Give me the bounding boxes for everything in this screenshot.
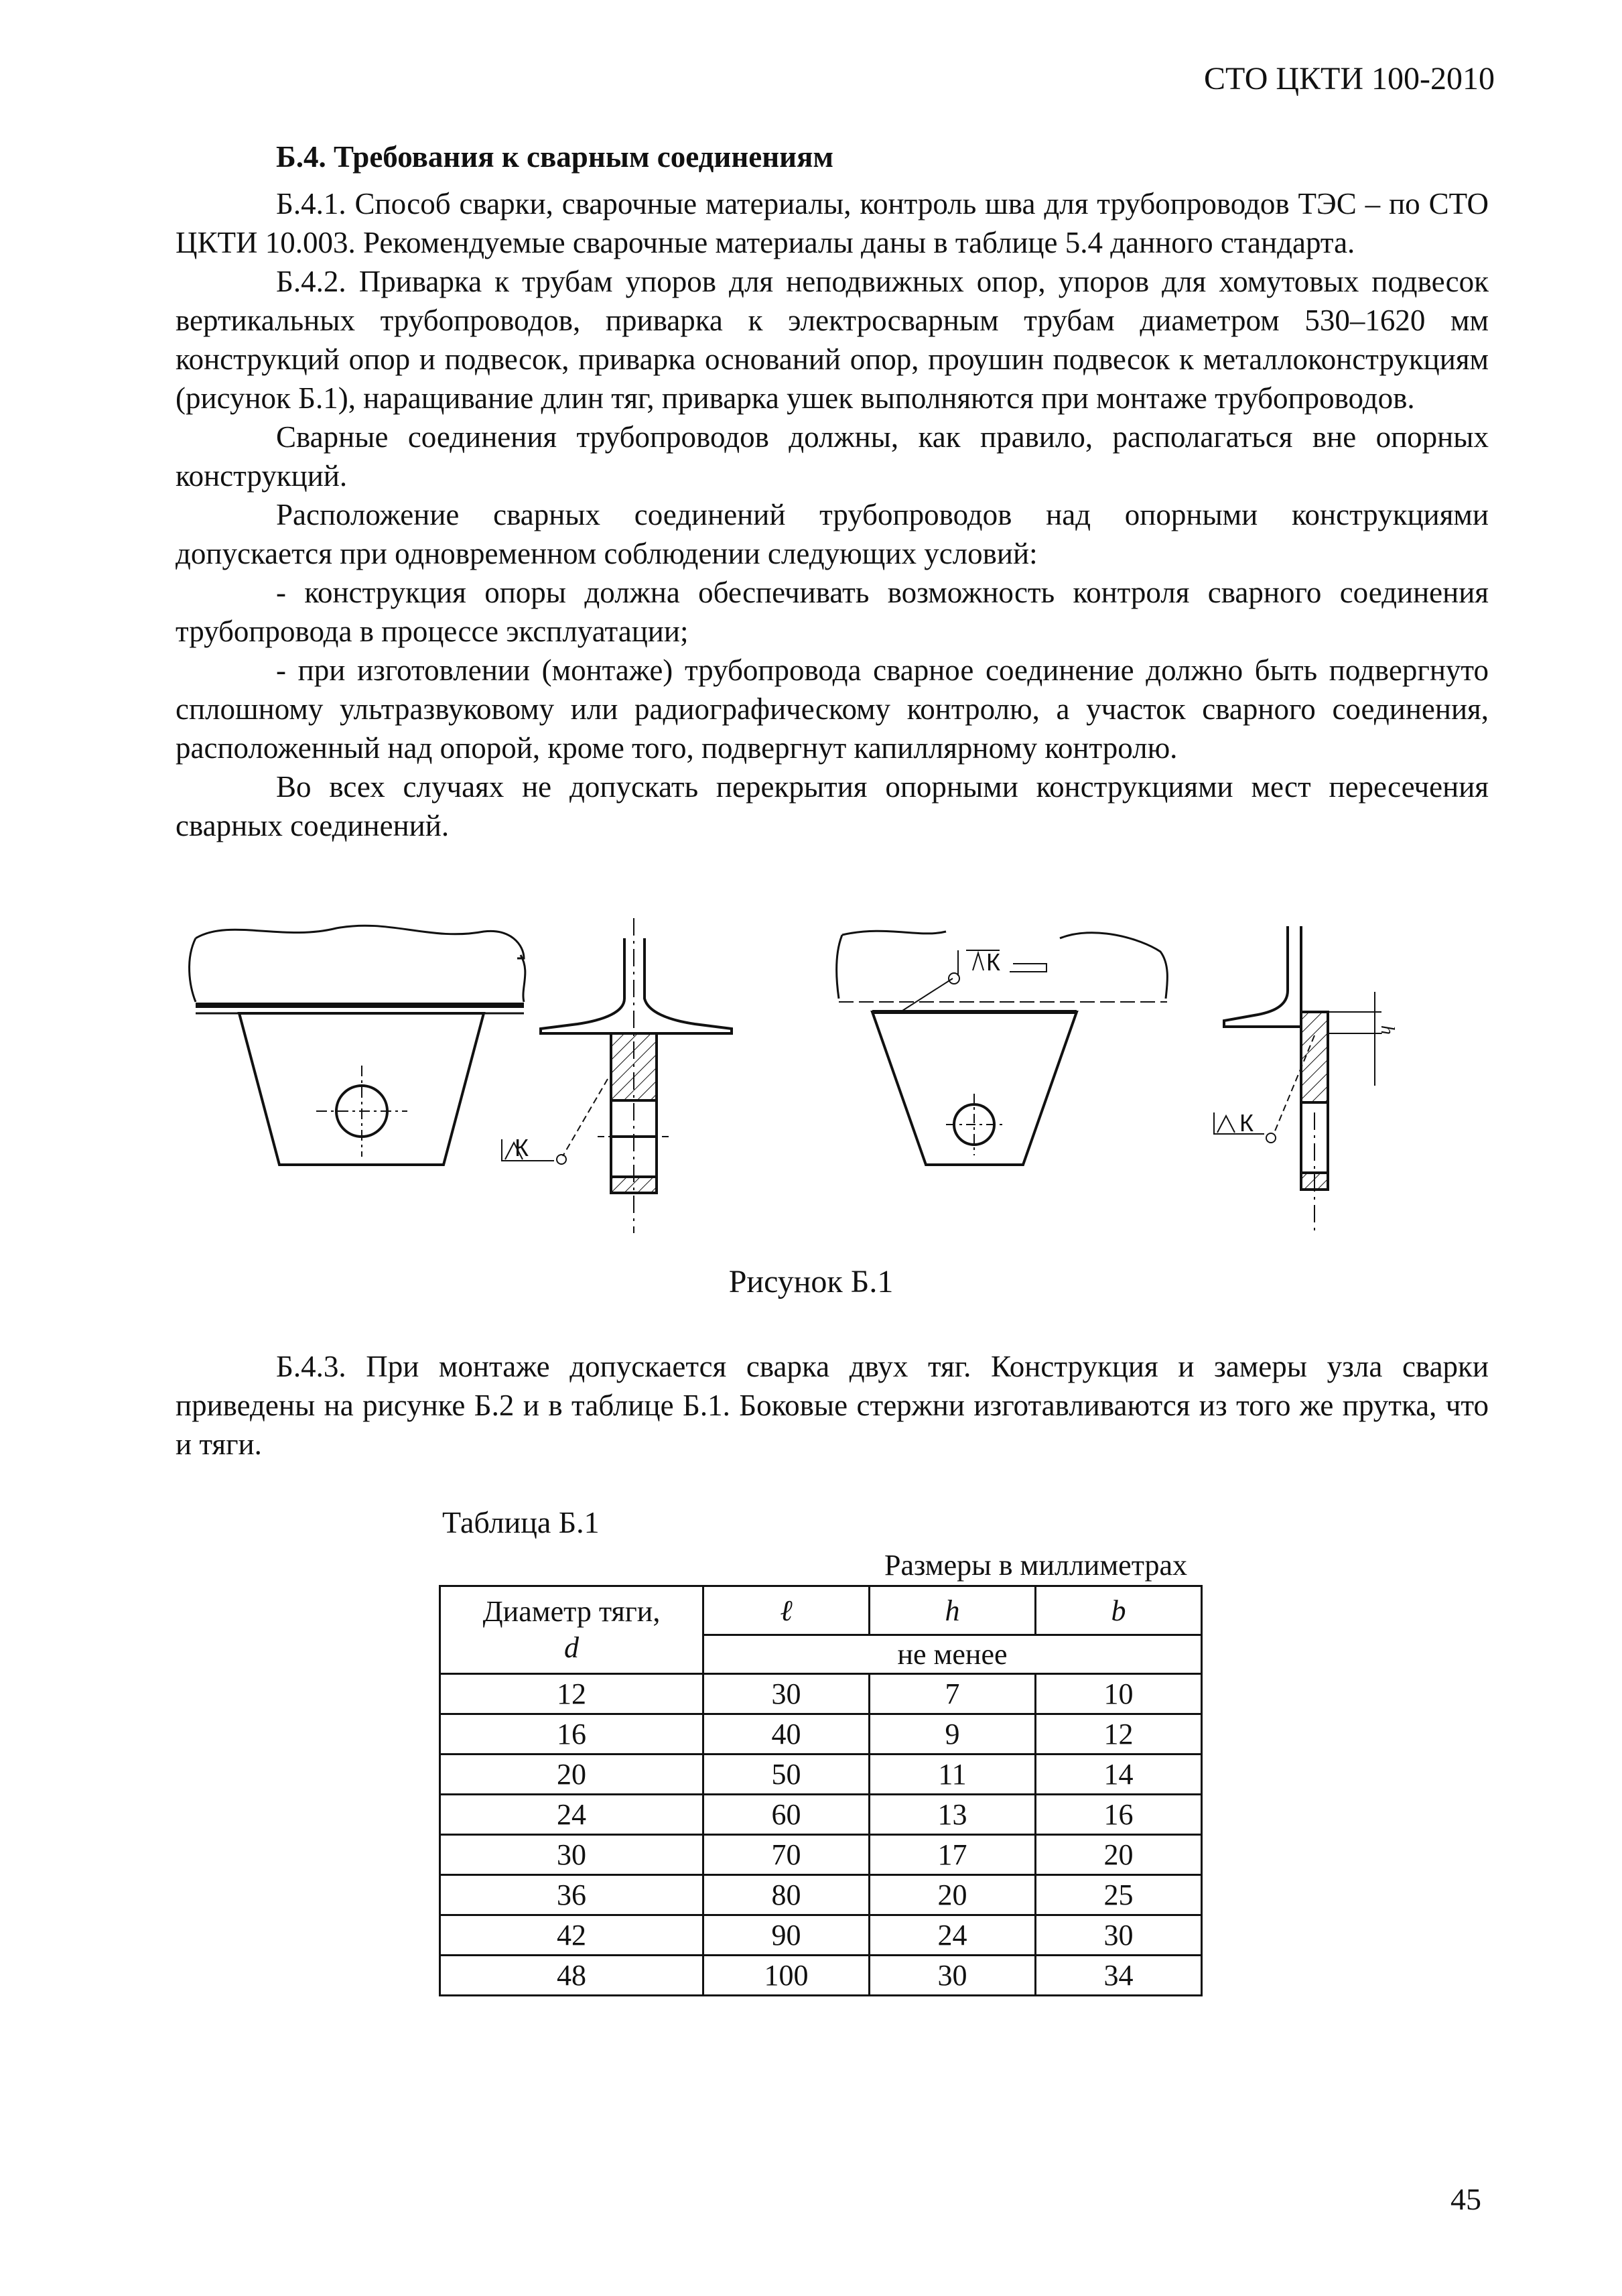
cell-d: 36 (440, 1875, 703, 1915)
cell-d: 12 (440, 1674, 703, 1714)
cell-b: 34 (1036, 1956, 1202, 1996)
condition-item-1: - конструкция опоры должна обеспечивать возможность контроля сварного соединения трубопровода в процессе эксплуатации; (176, 576, 1489, 648)
document-code-header: СТО ЦКТИ 100-2010 (1203, 61, 1495, 97)
cell-h: 7 (870, 1674, 1036, 1714)
table-row (440, 1956, 1202, 1996)
header-diameter-symbol: d (564, 1631, 579, 1664)
paragraph-welds-outside: Сварные соединения трубопроводов должны, как правило, располагаться вне опорных конструкций. (176, 420, 1489, 493)
cell-h: 9 (870, 1714, 1036, 1755)
cell-d: 30 (440, 1835, 703, 1875)
cell-h: 11 (870, 1755, 1036, 1795)
cell-d: 24 (440, 1795, 703, 1835)
table-row (440, 1915, 1202, 1956)
cell-h: 20 (870, 1875, 1036, 1915)
paragraph-welds-conditions: Расположение сварных соединений трубопроводов над опорными конструкциями допускается при одновременном соблюдении следующих условий: (176, 498, 1489, 570)
paragraph-b41: Б.4.1. Способ сварки, сварочные материалы, контроль шва для трубопроводов ТЭС – по СТО ЦКТИ 10.003. Рекомендуемые сварочные материалы даны в таблице 5.4 данного стандарта. (176, 187, 1489, 259)
header-l: ℓ (703, 1586, 870, 1635)
table-row (440, 1674, 1202, 1714)
cell-h: 17 (870, 1835, 1036, 1875)
page-number: 45 (1450, 2182, 1481, 2216)
paragraph-b42: Б.4.2. Приварка к трубам упоров для неподвижных опор, упоров для хомутовых подвесок вертикальных трубопроводов, приварка к электросварным трубам диаметром 530–1620 мм конструкций опор и подвесок, приварка оснований опор, проушин подвесок к металлоконструкциям (рисунок Б.1), наращивание длин тяг, приварка ушек выполняются при монтаже трубопроводов. (176, 265, 1489, 415)
cell-d: 20 (440, 1755, 703, 1795)
table-row (440, 1714, 1202, 1755)
support-view-2 (837, 931, 1168, 1165)
support-section-2 (1214, 926, 1398, 1233)
dimension-h-label: h (1377, 1025, 1398, 1035)
cell-b: 14 (1036, 1755, 1202, 1795)
figure-caption: Рисунок Б.1 (728, 1264, 894, 1299)
cell-l: 70 (703, 1835, 870, 1875)
figure-b1 (176, 911, 1489, 1287)
figure-b1-drawing (176, 911, 1489, 1287)
table-row (440, 1755, 1202, 1795)
cell-l: 50 (703, 1755, 870, 1795)
table-units: Размеры в миллиметрах (884, 1549, 1187, 1582)
header-min-note: не менее (703, 1635, 1202, 1674)
section-title: Б.4. Требования к сварным соединениям (276, 140, 834, 174)
cell-b: 10 (1036, 1674, 1202, 1714)
paragraph-b43: Б.4.3. При монтаже допускается сварка двух тяг. Конструкция и замеры узла сварки приведены на рисунке Б.2 и в таблице Б.1. Боковые стержни изготавливаются из того же прутка, что и тяги. (176, 1350, 1489, 1461)
cell-b: 12 (1036, 1714, 1202, 1755)
cell-l: 30 (703, 1674, 870, 1714)
table-caption: Таблица Б.1 (442, 1505, 600, 1539)
cell-h: 24 (870, 1915, 1036, 1956)
support-view-1 (190, 926, 525, 1165)
cell-l: 100 (703, 1956, 870, 1996)
cell-h: 13 (870, 1795, 1036, 1835)
table-row (440, 1875, 1202, 1915)
cell-l: 40 (703, 1714, 870, 1755)
cell-h: 30 (870, 1956, 1036, 1996)
cell-d: 16 (440, 1714, 703, 1755)
cell-b: 25 (1036, 1875, 1202, 1915)
table-header-row (440, 1586, 1202, 1635)
header-h: h (870, 1586, 1036, 1635)
table-row (440, 1795, 1202, 1835)
header-b: b (1036, 1586, 1202, 1635)
cell-l: 80 (703, 1875, 870, 1915)
cell-b: 16 (1036, 1795, 1202, 1835)
cell-d: 42 (440, 1915, 703, 1956)
weld-label-1: К (515, 1134, 529, 1161)
weld-label-2: К (986, 948, 1000, 976)
support-section-1 (502, 918, 732, 1233)
cell-b: 30 (1036, 1915, 1202, 1956)
cell-l: 90 (703, 1915, 870, 1956)
paragraph-no-overlap: Во всех случаях не допускать перекрытия опорными конструкциями мест пересечения сварных соединений. (176, 770, 1489, 842)
header-diameter (440, 1586, 703, 1674)
cell-l: 60 (703, 1795, 870, 1835)
cell-b: 20 (1036, 1835, 1202, 1875)
section-body (176, 137, 1489, 845)
weld-label-3: К (1239, 1109, 1254, 1137)
cell-d: 48 (440, 1956, 703, 1996)
dimensions-table (439, 1585, 1203, 1996)
table-row (440, 1835, 1202, 1875)
condition-item-2: - при изготовлении (монтаже) трубопровода сварное соединение должно быть подвергнуто сплошному ультразвуковому или радиографическому контролю, а участок сварного соединения, расположенный над опорой, кроме того, подвергнут капиллярному контролю. (176, 653, 1489, 765)
header-diameter-label: Диаметр тяги, (482, 1595, 661, 1628)
